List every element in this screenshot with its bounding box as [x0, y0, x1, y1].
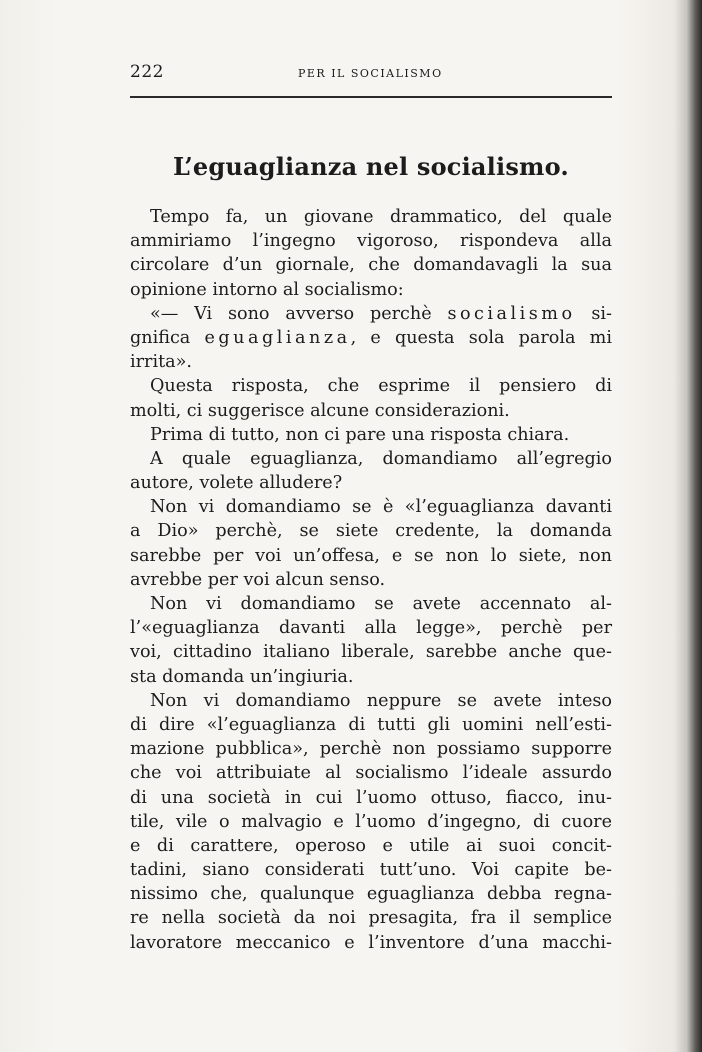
text-line: sarebbe per voi un’offesa, e se non lo siete, non: [130, 545, 612, 566]
text-line: che voi attribuiate al socialismo l’ideale assurdo: [130, 763, 612, 784]
text-span: gnifica: [130, 327, 205, 348]
header-rule: [130, 96, 612, 98]
text-line: opinione intorno al socialismo:: [130, 279, 404, 300]
text-line: Non vi domandiamo se è «l’eguaglianza davanti: [150, 497, 612, 518]
text-span: «— Vi sono avverso perchè: [150, 303, 448, 324]
text-line: Prima di tutto, non ci pare una risposta chiara.: [150, 424, 570, 445]
text-line: tadini, siano considerati tutt’uno. Voi capite be-: [130, 860, 612, 881]
text-line: sta domanda un’ingiuria.: [130, 666, 354, 687]
page-header: [130, 62, 612, 92]
running-title: PER IL SOCIALISMO: [298, 67, 443, 80]
text-line: Tempo fa, un giovane drammatico, del quale: [150, 207, 612, 227]
page-binding-edge: [686, 0, 702, 1052]
text-span: , e questa sola parola mi: [350, 327, 612, 348]
text-line: di una società in cui l’uomo ottuso, fiacco, inu-: [130, 787, 612, 808]
text-line: voi, cittadino italiano liberale, sarebbe anche que-: [130, 642, 612, 663]
text-line: A quale eguaglianza, domandiamo all’egregio: [150, 448, 612, 469]
text-line: a Dio» perchè, se siete credente, la domanda: [130, 521, 612, 542]
text-line: ammiriamo l’ingegno vigoroso, rispondeva alla: [130, 231, 612, 252]
emphasis-eguaglianza: eguaglianza: [204, 327, 351, 348]
text-line: mazione pubblica», perchè non possiamo supporre: [130, 739, 612, 760]
text-line: Non vi domandiamo neppure se avete inteso: [150, 690, 612, 711]
text-line: avrebbe per voi alcun senso.: [130, 569, 386, 590]
text-span: si-: [575, 303, 612, 324]
text-line: [130, 302, 612, 326]
text-line: Questa risposta, che esprime il pensiero di: [150, 376, 612, 397]
text-line: circolare d’un giornale, che domandavagli la sua: [130, 255, 612, 276]
text-line: tile, vile o malvagio e l’uomo d’ingegno, di cuore: [130, 811, 612, 832]
text-line: autore, volete alludere?: [130, 473, 343, 494]
text-line: Non vi domandiamo se avete accennato al-: [150, 594, 612, 614]
text-line: re nella società da noi presagita, fra il semplice: [130, 908, 612, 929]
text-line: nissimo che, qualunque eguaglianza debba regna-: [130, 884, 612, 905]
page-number: 222: [130, 62, 164, 82]
text-line: [130, 326, 612, 350]
section-title: L’eguaglianza nel socialismo.: [173, 152, 569, 181]
text-line: molti, ci suggerisce alcune considerazioni.: [130, 400, 510, 421]
text-line: irrita».: [130, 352, 192, 373]
body-text: [130, 205, 612, 955]
text-line: lavoratore meccanico e l’inventore d’una macchi-: [130, 932, 612, 953]
text-line: e di carattere, operoso e utile ai suoi concit-: [130, 835, 612, 856]
emphasis-socialismo: socialismo: [447, 303, 576, 324]
text-line: di dire «l’eguaglianza di tutti gli uomini nell’esti-: [130, 714, 612, 735]
text-line: l’«eguaglianza davanti alla legge», perchè per: [130, 618, 612, 639]
